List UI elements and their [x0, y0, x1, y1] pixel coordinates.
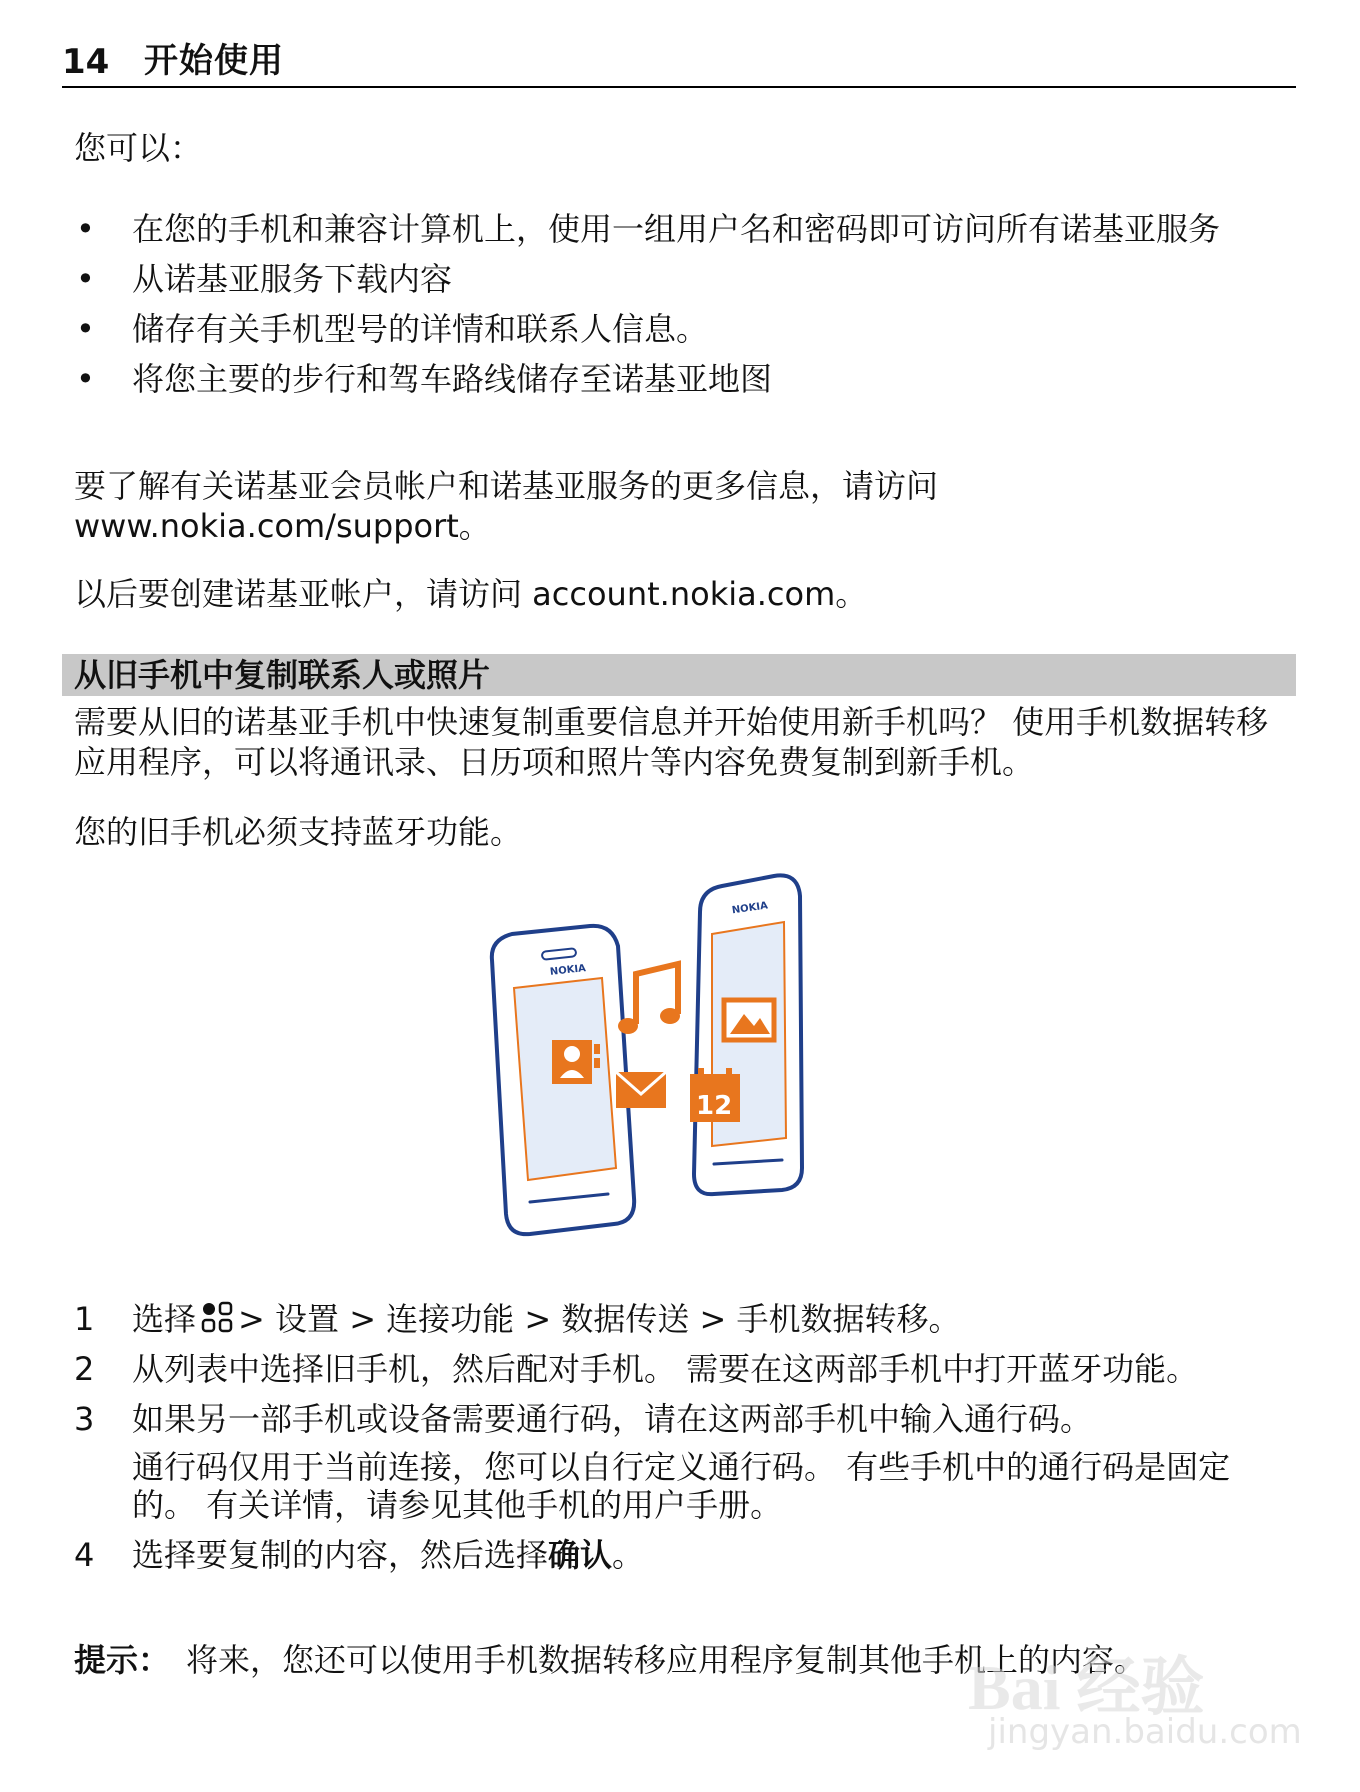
create-account-text: 以后要创建诺基亚帐户，请访问 account.nokia.com。 [74, 575, 868, 613]
bluetooth-requirement: 您的旧手机必须支持蓝牙功能。 [74, 813, 523, 851]
list-item: • 将您主要的步行和驾车路线储存至诺基亚地图 [76, 360, 773, 398]
old-phone-brand: NOKIA [549, 963, 587, 978]
more-info-text: 要了解有关诺基亚会员帐户和诺基亚服务的更多信息，请访问 www.nokia.com/support。 [74, 467, 939, 545]
bullet-icon: • [76, 210, 95, 248]
list-item: • 储存有关手机型号的详情和联系人信息。 [76, 310, 709, 348]
baidu-watermark [948, 1576, 1302, 1756]
calendar-icon [690, 1068, 740, 1122]
tip-text: 将来，您还可以使用手机数据转移应用程序复制其他手机上的内容。 [186, 1641, 1147, 1679]
bullet-icon: • [76, 310, 95, 348]
music-note-icon [618, 964, 680, 1034]
section-paragraph: 需要从旧的诺基亚手机中快速复制重要信息并开始使用新手机吗？ 使用手机数据转移应用程序，可以将通讯录、日历项和照片等内容免费复制到新手机。 [74, 703, 1269, 781]
photo-icon [724, 1000, 774, 1040]
chapter-title: 开始使用 [144, 41, 284, 81]
mail-envelope-icon [616, 1072, 666, 1108]
page-number: 14 [62, 42, 110, 82]
menu-path-connectivity: > 连接功能 [349, 1300, 515, 1338]
feature-list [74, 210, 1294, 410]
list-item: • 在您的手机和兼容计算机上，使用一组用户名和密码即可访问所有诺基亚服务 [76, 210, 1221, 248]
bullet-icon: • [76, 360, 95, 398]
step-number: 1 [74, 1300, 95, 1338]
step-number: 2 [74, 1350, 95, 1388]
menu-apps-icon [200, 1300, 234, 1334]
step-number: 3 [74, 1400, 95, 1438]
steps-list [74, 1300, 1294, 1586]
calendar-day: 12 [696, 1091, 733, 1121]
watermark-logo: Bai 经验 [968, 1652, 1205, 1723]
step-item: 4 选择要复制的内容，然后选择确认。 [74, 1536, 645, 1574]
tip-label: 提示： [74, 1641, 171, 1679]
bullet-icon: • [76, 260, 95, 298]
step-item: 2 从列表中选择旧手机，然后配对手机。 需要在这两部手机中打开蓝牙功能。 [74, 1350, 1199, 1388]
confirm-label: 确认 [548, 1536, 613, 1574]
step-item: 3 如果另一部手机或设备需要通行码，请在这两部手机中输入通行码。 通行码仅用于当前连接，您可以自行定义通行码。 有些手机中的通行码是固定的。 有关详情，请参见其他手机的用户手册。 [74, 1400, 1294, 1524]
menu-path-phone-switch: > 手机数据转移。 [699, 1300, 961, 1338]
section-title: 从旧手机中复制联系人或照片 [74, 656, 491, 694]
page-header [62, 41, 1296, 88]
menu-path-data-transfer: > 数据传送 [524, 1300, 690, 1338]
list-item: • 从诺基亚服务下载内容 [76, 260, 453, 298]
step-note: 通行码仅用于当前连接，您可以自行定义通行码。 有些手机中的通行码是固定的。 有关详情，请参见其他手机的用户手册。 [132, 1448, 1231, 1524]
step-item: 1 选择 > 设置 > 连接功能 > 数据传送 > 手机数据转移。 [74, 1300, 961, 1338]
watermark-domain: jingyan.baidu.com [988, 1712, 1302, 1752]
section-heading-bar [62, 654, 1296, 696]
phone-transfer-illustration [478, 868, 878, 1288]
intro-text: 您可以： [74, 129, 203, 167]
step-number: 4 [74, 1536, 95, 1574]
new-phone-brand: NOKIA [731, 900, 769, 917]
menu-path-settings: > 设置 [238, 1300, 340, 1338]
